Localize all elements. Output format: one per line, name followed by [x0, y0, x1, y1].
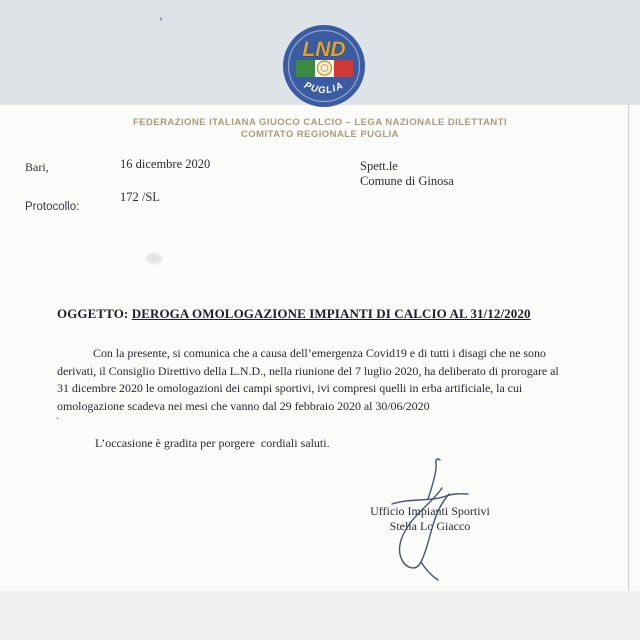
subject-line — [57, 306, 531, 322]
body-line: omologazione scadeva nei mesi che vanno dal 29 febbraio 2020 al 30/06/2020 — [57, 398, 430, 413]
logo-lnd-text: LND — [302, 38, 346, 61]
scan-smudge — [146, 253, 162, 264]
protocol-number: 172 /SL — [120, 190, 160, 204]
body-line: 31 dicembre 2020 le omologazioni dei campi sportivi, ivi compresi quelli in erba artificiale, la cui — [57, 381, 523, 395]
letterhead-line2: COMITATO REGIONALE PUGLIA — [241, 129, 399, 140]
protocol-label: Protocollo: — [25, 201, 80, 213]
recipient-salutation: Spett.le — [360, 159, 398, 173]
letterhead — [0, 117, 640, 141]
lnd-puglia-logo-graphic — [281, 23, 367, 109]
closing-line: L’occasione è gradita per porgere cordiali saluti. — [95, 436, 330, 450]
letter-city: Bari, — [25, 160, 49, 174]
subject-label: OGGETTO: — [57, 306, 132, 321]
recipient-block — [360, 159, 454, 189]
letter-date: 16 dicembre 2020 — [120, 157, 211, 171]
subject-text: DEROGA OMOLOGAZIONE IMPIANTI DI CALCIO AL 31/12/2020 — [131, 306, 531, 321]
scan-speck — [160, 17, 162, 21]
page-scan-edge — [628, 105, 629, 591]
logo-center-emblem — [318, 61, 332, 75]
signature-name: Stella Lo Giacco — [389, 518, 471, 533]
scan-bottom-band — [0, 591, 640, 640]
recipient-name: Comune di Ginosa — [360, 174, 454, 188]
logo-puglia-text: PUGLIA — [302, 79, 346, 97]
body-line: derivati, il Consiglio Direttivo della L.N.D., nella riunione del 7 luglio 2020, ha deliberato di prorogare al — [57, 363, 559, 378]
lnd-puglia-logo — [281, 23, 367, 109]
body-line: Con la presente, si comunica che a causa dell’emergenza Covid19 e di tutti i disagi che ne sono — [93, 346, 546, 360]
stray-period-mark: . — [56, 408, 59, 422]
signature-ink — [378, 448, 498, 584]
body-paragraph — [57, 345, 622, 415]
handwritten-signature — [378, 448, 498, 584]
signature-office: Ufficio Impianti Sportivi — [370, 504, 490, 518]
letterhead-line1: FEDERAZIONE ITALIANA GIUOCO CALCIO – LEGA NAZIONALE DILETTANTI — [132, 117, 508, 128]
